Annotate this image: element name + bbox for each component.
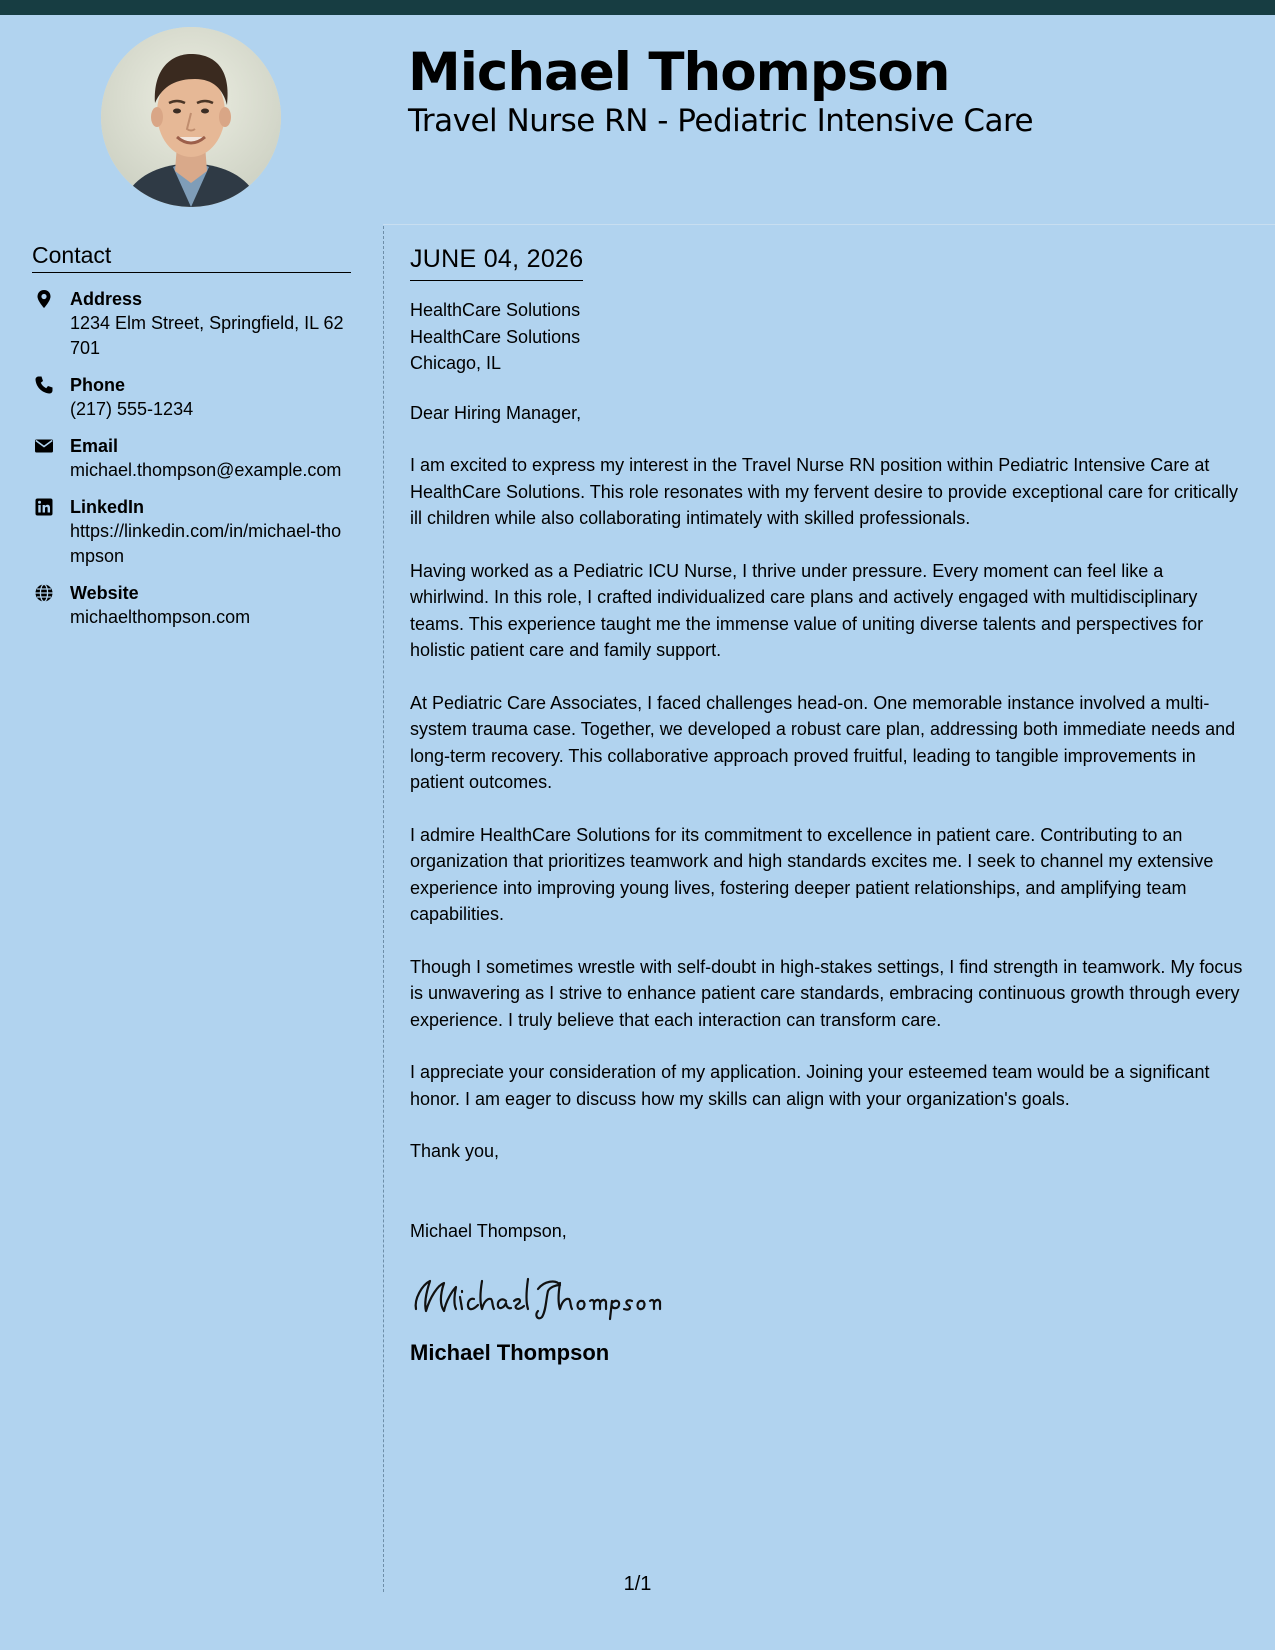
- printed-name: Michael Thompson: [410, 1340, 610, 1365]
- contact-heading: Contact: [32, 240, 351, 273]
- contact-label: Website: [70, 583, 139, 603]
- contact-phone: [32, 373, 351, 422]
- top-accent-bar: [0, 0, 1275, 15]
- globe-icon: [34, 583, 54, 603]
- contact-value: https://linkedin.com/in/michael-thompson: [70, 521, 342, 566]
- contact-label: Phone: [70, 375, 126, 395]
- paragraph: I appreciate your consideration of my application. Joining your esteemed team would be a significant honor. I am eager to discuss how my skills can align with your organization's goals.: [410, 1062, 1210, 1109]
- recipient-block: [410, 297, 1246, 377]
- page-number: 1/1: [623, 1573, 652, 1595]
- letter-date: JUNE 04, 2026: [410, 242, 583, 281]
- paragraph: I am excited to express my interest in the Travel Nurse RN position within Pediatric Intensive Care at HealthCare Solutions. This role resonates with my fervent desire to provide exceptional care for critically ill children while also collaborating intimately with skilled professionals.: [410, 455, 1239, 528]
- header-divider: [383, 224, 1275, 225]
- contact-label: Email: [70, 436, 119, 456]
- paragraph: I admire HealthCare Solutions for its commitment to excellence in patient care. Contributing to an organization that prioritizes teamwork and high standards excites me. I seek to channel my extensive experience into improving young lives, fostering deeper patient relationships, and amplifying team capabilities.: [410, 824, 1214, 924]
- contact-address: [32, 287, 351, 361]
- contact-label: Address: [70, 289, 143, 309]
- handwritten-signature: [410, 1271, 1246, 1321]
- paragraph: Having worked as a Pediatric ICU Nurse, I thrive under pressure. Every moment can feel like a whirlwind. In this role, I crafted individualized care plans and actively engaged with multidisciplinary teams. This experience taught me the immense value of uniting diverse talents and perspectives for holistic patient care and family support.: [410, 560, 1204, 660]
- profile-photo: [101, 27, 281, 207]
- map-pin-icon: [34, 289, 54, 309]
- contact-label: LinkedIn: [70, 497, 145, 517]
- recipient-line: HealthCare Solutions: [410, 326, 581, 347]
- paragraph: Though I sometimes wrestle with self-doubt in high-stakes settings, I find strength in teamwork. My focus is unwavering as I strive to enhance patient care standards, embracing continuous growth through every experience. I truly believe that each interaction can transform care.: [410, 956, 1243, 1030]
- recipient-line: HealthCare Solutions: [410, 300, 581, 320]
- letter-body: [410, 242, 1246, 1368]
- contact-value: 1234 Elm Street, Springfield, IL 62701: [70, 313, 344, 358]
- column-divider: [383, 226, 384, 1592]
- salutation: Dear Hiring Manager,: [410, 402, 582, 423]
- closing: Thank you,: [410, 1141, 500, 1161]
- contact-sidebar: [32, 240, 351, 642]
- phone-icon: [34, 375, 54, 395]
- contact-website: [32, 581, 351, 630]
- contact-linkedin: [32, 495, 351, 569]
- applicant-name: Michael Thompson: [408, 42, 950, 103]
- contact-email: [32, 434, 351, 483]
- contact-value: michaelthompson.com: [70, 607, 251, 627]
- envelope-icon: [34, 436, 54, 456]
- job-title: Travel Nurse RN - Pediatric Intensive Care: [408, 103, 1034, 139]
- recipient-line: Chicago, IL: [410, 353, 502, 373]
- linkedin-icon: [34, 497, 54, 517]
- paragraph: At Pediatric Care Associates, I faced challenges head-on. One memorable instance involved a multi-system trauma case. Together, we developed a robust care plan, addressing both immediate needs and long-term recovery. This collaborative approach proved fruitful, leading to tangible improvements in patient outcomes.: [410, 692, 1236, 792]
- contact-value: (217) 555-1234: [70, 399, 194, 419]
- signoff: Michael Thompson,: [410, 1220, 567, 1241]
- contact-value: michael.thompson@example.com: [70, 460, 342, 480]
